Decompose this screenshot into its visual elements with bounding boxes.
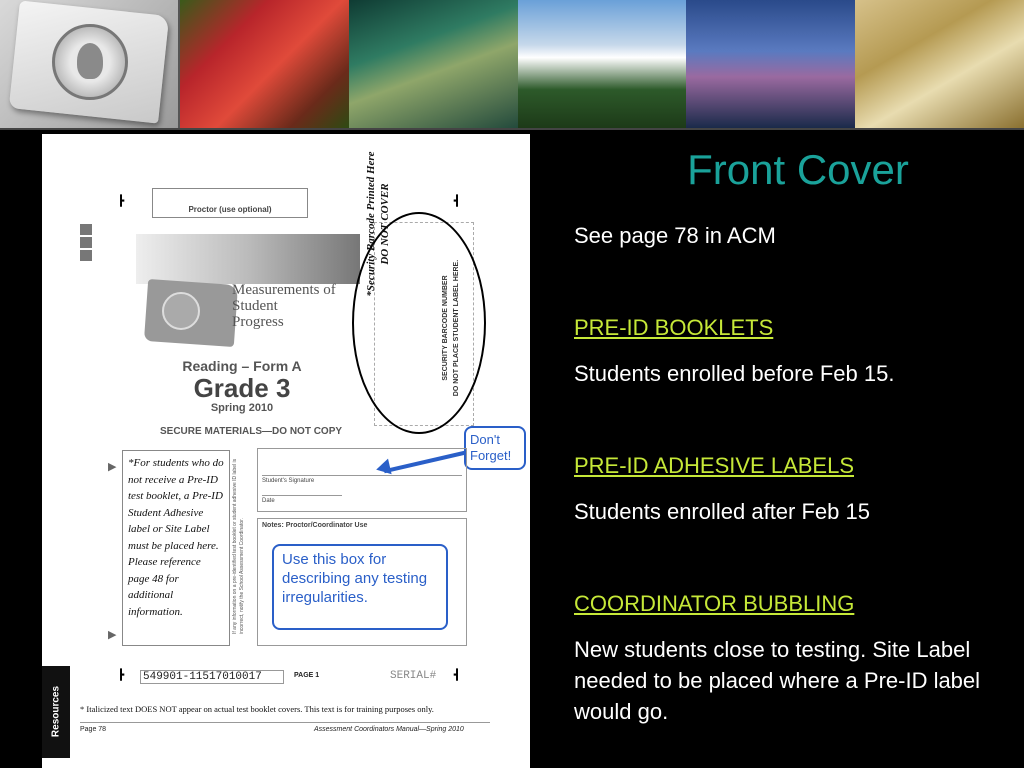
section-text: New students close to testing. Site Label needed to be placed where a Pre-ID label would go. [574,637,981,724]
program-name [232,282,336,330]
msp-photo-strip [136,234,360,284]
manual-title: Assessment Coordinators Manual—Spring 2010 [314,726,464,733]
side-tab-label: Resources [50,685,62,738]
season-label: Spring 2010 [210,402,274,414]
slide-title: Front Cover [687,146,909,193]
registration-marks [80,224,92,263]
page-number: Page 78 [80,726,107,733]
irregularities-callout: Use this box for describing any testing irregularities. [272,544,448,630]
serial-hash-label: SERIAL# [390,670,437,682]
crop-mark: ┫ [454,670,461,681]
barcode-oval-line: DO NOT COVER [379,183,391,265]
intro-text: See page 78 in ACM [574,223,776,248]
barcode-label-line: SECURITY BARCODE NUMBER [442,275,449,381]
crop-mark: ┫ [454,196,461,207]
barcode-oval-text [364,134,392,324]
booklet-cover-image [42,134,530,768]
subject-label: Reading – Form A [182,358,302,374]
washington-seal-tile [0,0,180,128]
section-text: Students enrolled after Feb 15 [574,499,870,524]
proctor-field: Proctor (use optional) [152,188,308,218]
program-name-line: Student [232,298,278,314]
triangle-marker-icon: ▶ [108,629,117,641]
state-seal [52,24,128,100]
section-heading-pre-id-booklets: PRE-ID BOOKLETS [574,315,774,340]
serial-number: 549901-11517010017 [140,670,284,684]
signature-box [257,448,467,512]
resources-side-tab [42,666,70,758]
barcode-oval-line: *Security Barcode Printed Here [365,151,377,297]
triangle-marker-icon: ▶ [108,461,117,473]
banner-divider [0,128,1024,130]
crop-mark: ┣ [118,196,125,207]
label-placement-note: *For students who do not receive a Pre-ID test booklet, a Pre-ID Student Adhesive label or Site Label must be placed here. Please reference page 48 for additional information. [122,450,230,646]
city-skyline-photo [686,0,855,128]
page-label: PAGE 1 [294,672,320,679]
apples-photo [180,0,349,128]
program-name-line: Progress [232,314,284,330]
grade-label: Grade 3 [193,373,291,403]
serial-row [118,670,508,686]
msp-seal-icon [162,292,200,330]
wheat-photo [855,0,1024,128]
program-name-line: Measurements of [232,282,336,298]
section-heading-coordinator-bubbling: COORDINATOR BUBBLING [574,591,855,616]
booklet-title [152,358,332,414]
footer-rule [80,722,490,723]
date-label: Date [262,495,342,504]
section-text: Students enrolled before Feb 15. [574,361,895,386]
section-heading-pre-id-adhesive-labels: PRE-ID ADHESIVE LABELS [574,453,854,478]
dont-forget-callout: Don't Forget! [464,426,526,470]
washington-portrait [77,43,103,79]
signature-label: Student's Signature [262,475,462,484]
vertical-notice: If any information on a pre-identified test booklet or student adhesive ID label is incorrect, notify the School Assessment Coordinator. [232,458,245,634]
notes-label: Notes: Proctor/Coordinator Use [262,522,368,529]
barcode-label-line: DO NOT PLACE STUDENT LABEL HERE. [453,259,460,397]
training-footnote: * Italicized text DOES NOT appear on actual test booklet covers. This text is for training purposes only. [80,704,434,714]
secure-notice: SECURE MATERIALS—DO NOT COPY [160,426,343,437]
mountain-photo [518,0,687,128]
header-banner [0,0,1024,128]
barcode-label-text [440,258,462,398]
crop-mark: ┣ [118,670,125,681]
salmon-photo [349,0,518,128]
